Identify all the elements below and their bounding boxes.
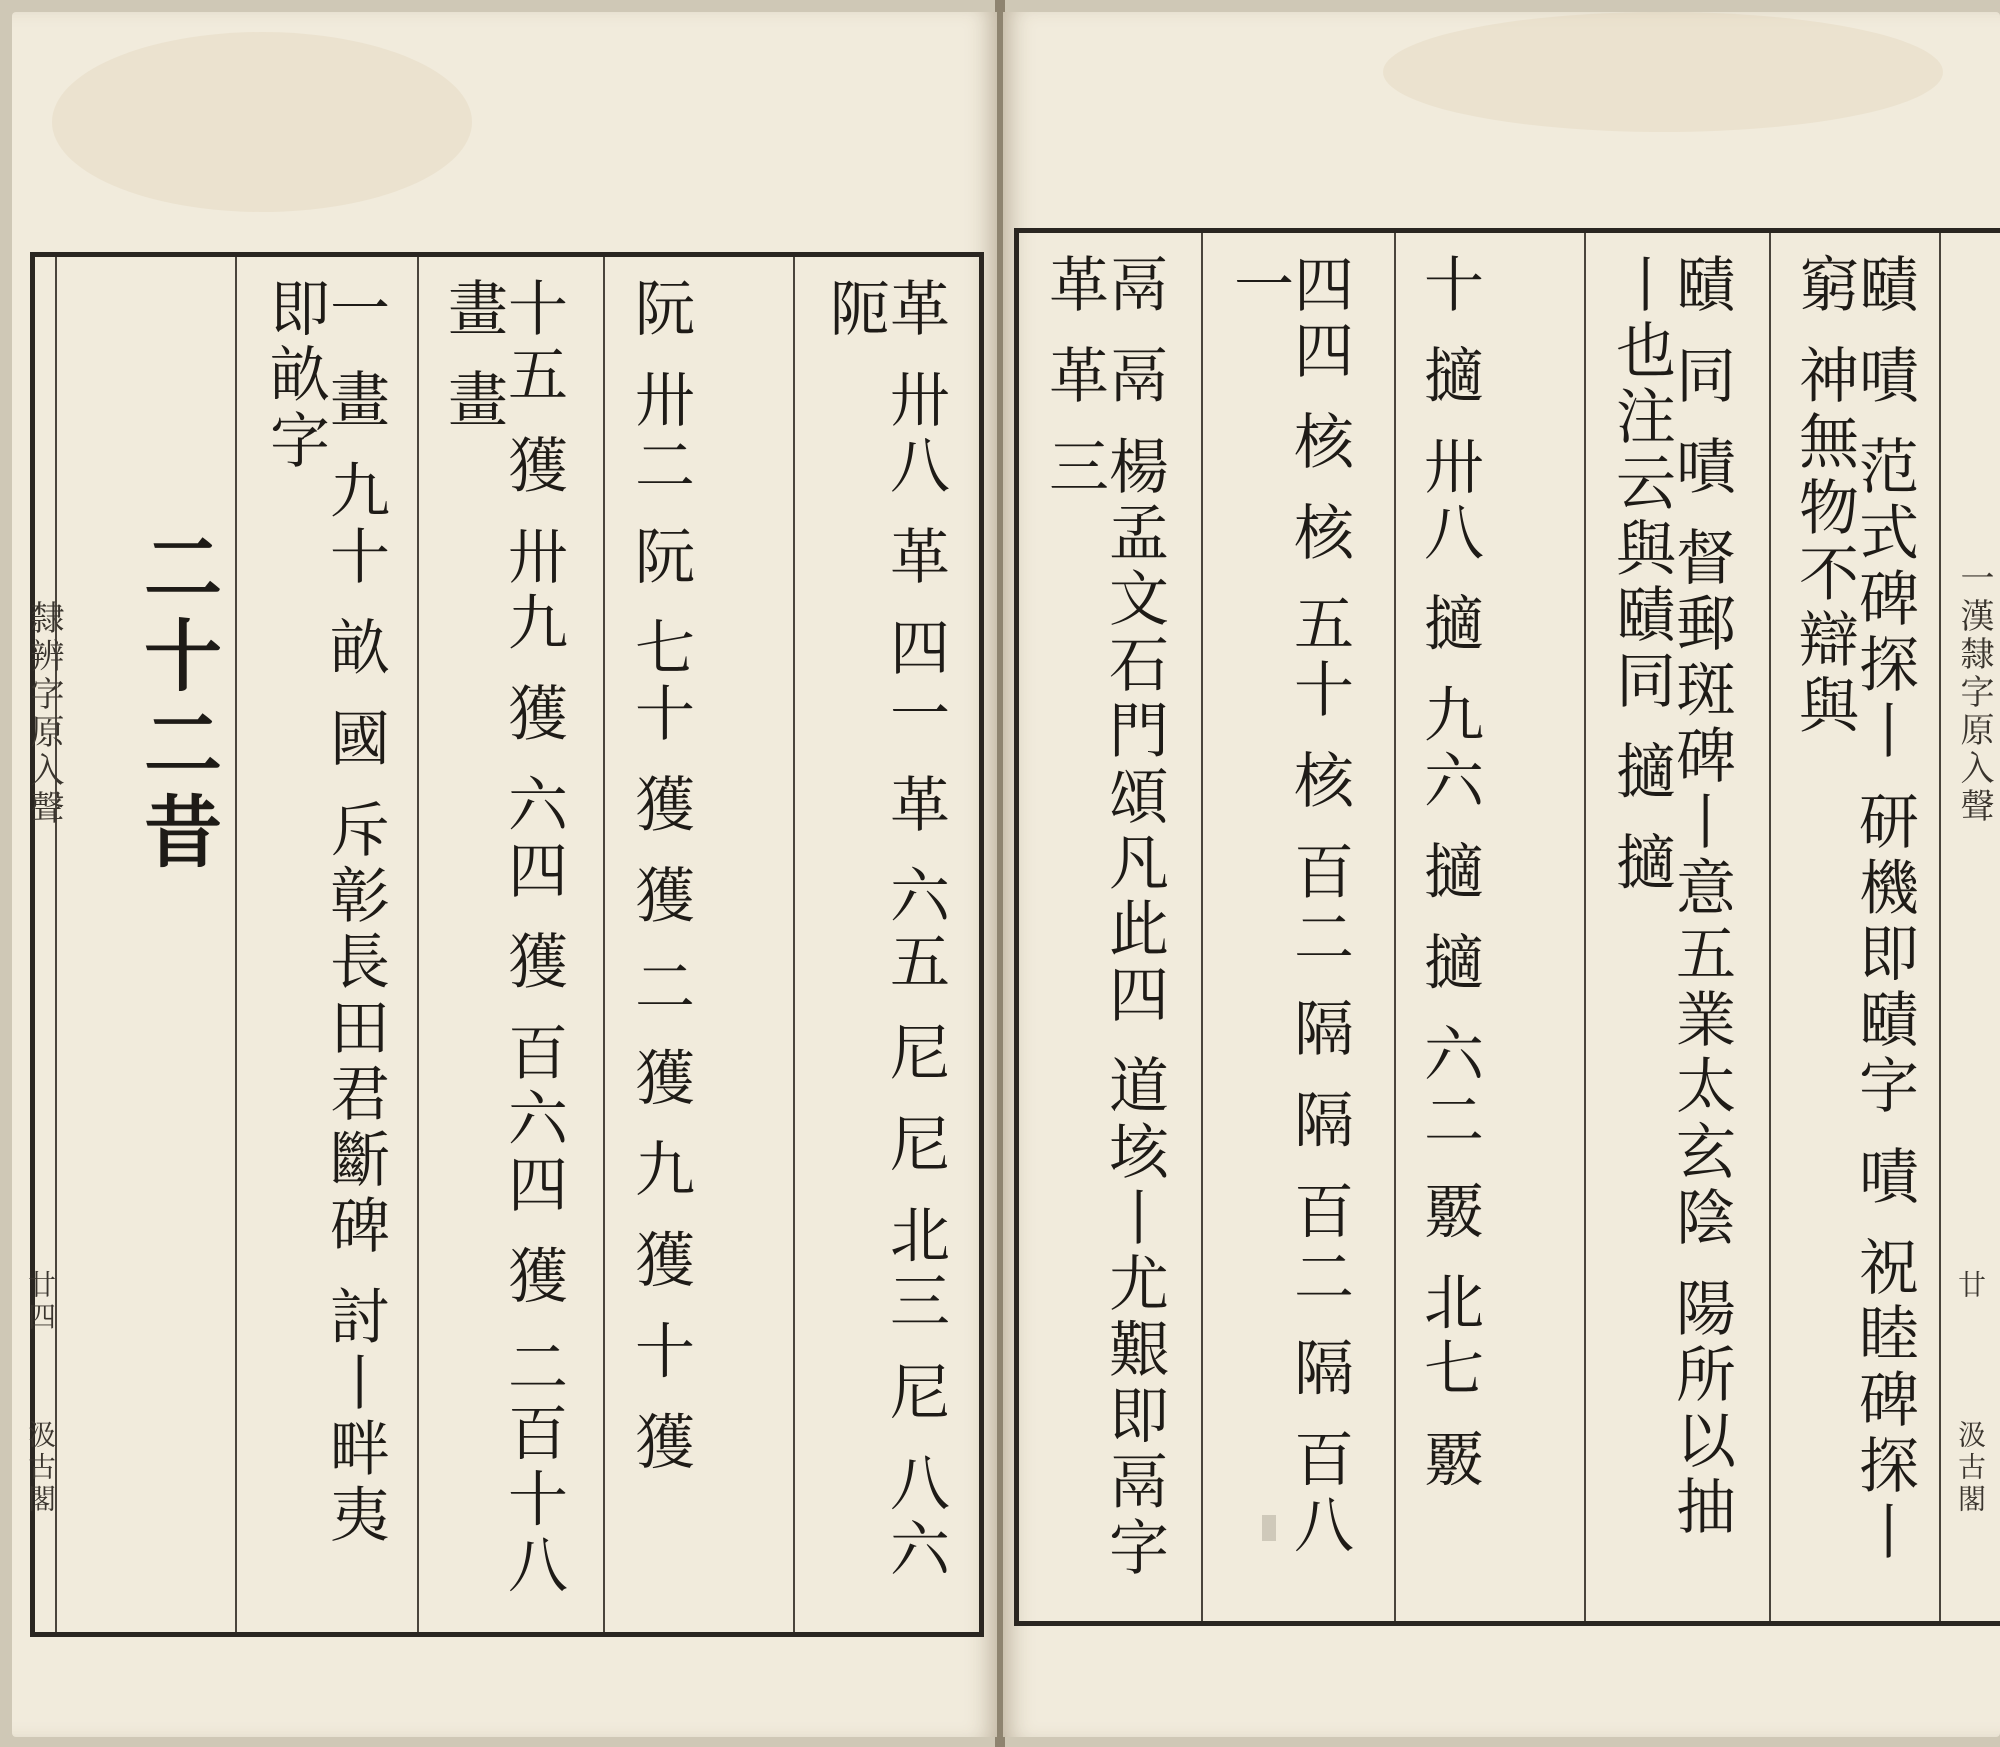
margin-book-title: 一漢隸字原入聲 [1954,560,1994,826]
text-column [438,277,568,1607]
text-column [820,277,950,1607]
text-column [1414,253,1484,1593]
column-rule [603,257,605,1632]
column-rule [1394,233,1396,1621]
text-column [260,277,390,1607]
column-rule [793,257,795,1632]
column-text: 革 卅八 革 四一 革 六五 尼 尼 北三 尼 八六 阨 [820,277,950,1584]
column-text: 鬲 鬲 楊孟文石門頌凡此四 道垓丨尤艱即鬲字 革 革 三 [1039,253,1169,1583]
column-rule [1769,233,1771,1621]
margin-publisher: 汲古閣 [24,1420,57,1516]
paper-stain [1383,12,1943,132]
section-heading: 二十二昔 [131,527,222,879]
column-rule [1939,233,1941,1621]
column-rule [1584,233,1586,1621]
column-text: 賾 嘖 范式碑探丨 研機即賾字 嘖 祝睦碑探丨窮 神無物不辯與 [1789,253,1919,1567]
column-text: 十 擿 卅八 擿 九六 擿 擿 六二 覈 北七 覈 [1414,253,1484,1494]
text-column [1789,253,1919,1593]
column-text: 賾 同 嘖 督郵斑碑丨意五業太玄陰 陽所以抽丨也注云與賾同 擿 擿 [1606,253,1736,1542]
text-column [1606,253,1736,1593]
column-text: 十五 獲 卅九 獲 六四 獲 百六四 獲 二百十八 畫 畫 [438,277,568,1600]
margin-book-title: 隸辨字原入聲 [24,600,64,828]
text-column [1224,253,1354,1593]
ink-mark [1262,1515,1276,1541]
margin-page-number: 廿 [1954,1270,1987,1302]
column-text: 阮 卅二 阮 七十 獲 獲 二 獲 九 獲 十 獲 [625,277,695,1477]
column-text: 一 畫 九十 畝 國 斥彰長田君斷碑 討丨畔夷即畝字 [260,277,390,1550]
right-page-frame [1014,228,2000,1626]
column-rule [1201,233,1203,1621]
text-column [1039,253,1169,1593]
column-rule [235,257,237,1632]
text-column [625,277,695,1607]
left-page-frame [30,252,984,1637]
margin-page-number: 廿四 [24,1270,57,1334]
paper-stain [52,32,472,212]
margin-publisher: 汲古閣 [1954,1420,1987,1516]
column-rule [417,257,419,1632]
column-text: 四四 核 核 五十 核 百二 隔 隔 百二 隔 百八一 [1224,253,1354,1560]
